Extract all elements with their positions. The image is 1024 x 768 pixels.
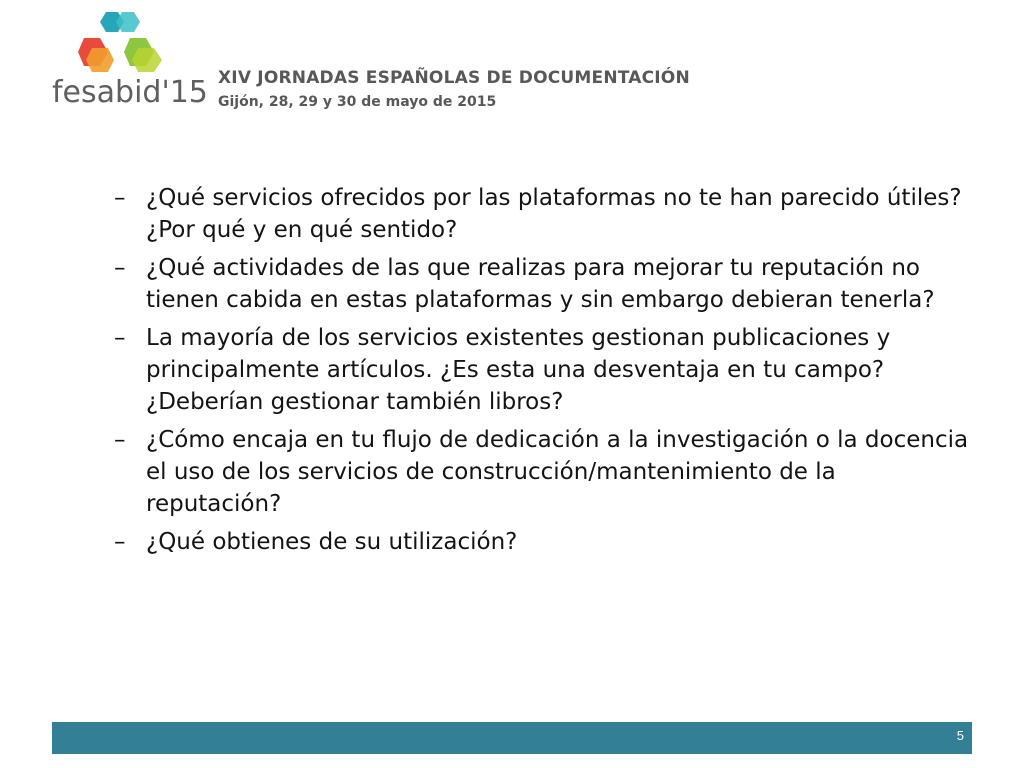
conference-subtitle: Gijón, 28, 29 y 30 de mayo de 2015 (218, 94, 497, 110)
logo-hexagon-lime (132, 48, 162, 72)
bullet-item (114, 322, 974, 418)
bullet-text: ¿Qué servicios ofrecidos por las plataformas no te han parecido útiles? ¿Por qué y en qué sentido? (146, 185, 962, 243)
page-number: 5 (956, 728, 964, 743)
bullet-text: ¿Qué actividades de las que realizas para mejorar tu reputación no tienen cabida en estas plataformas y sin embargo debieran tenerla? (146, 255, 935, 313)
bullet-text: ¿Cómo encaja en tu flujo de dedicación a la investigación o la docencia el uso de los servicios de construcción/mantenimiento de la reputación? (146, 427, 969, 517)
bullet-dash: – (114, 529, 126, 555)
bullet-dash: – (114, 255, 126, 281)
bullet-text: ¿Qué obtienes de su utilización? (146, 529, 518, 555)
bullet-item (114, 252, 974, 316)
slide-content (114, 182, 974, 564)
bullet-dash: – (114, 427, 126, 453)
slide-header (0, 0, 1024, 130)
logo-text: fesabid'15 (52, 75, 208, 110)
bullet-dash: – (114, 325, 126, 351)
bullet-text: La mayoría de los servicios existentes gestionan publicaciones y principalmente artículos. ¿Es esta una desventaja en tu campo? ¿Deberían gestionar también libros? (146, 325, 891, 415)
bullet-list (114, 182, 974, 558)
bullet-item (114, 182, 974, 246)
conference-title: XIV JORNADAS ESPAÑOLAS DE DOCUMENTACIÓN (218, 68, 690, 88)
bullet-item (114, 424, 974, 520)
bullet-item (114, 526, 974, 558)
fesabid-logo-icon (78, 8, 162, 84)
footer-bar (52, 722, 972, 754)
bullet-dash: – (114, 185, 126, 211)
